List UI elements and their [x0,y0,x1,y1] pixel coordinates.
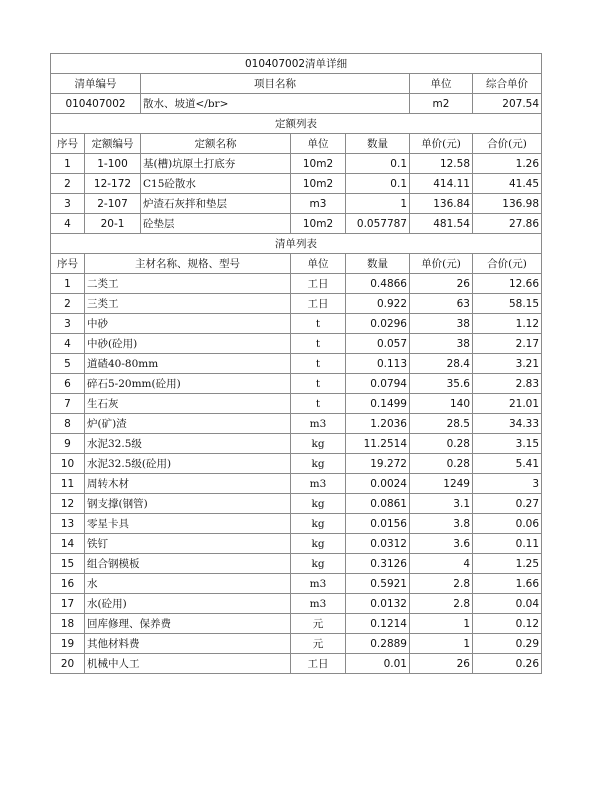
material-total: 3.21 [473,354,542,374]
material-price: 0.28 [410,454,473,474]
material-price: 3.1 [410,494,473,514]
bill-price: 207.54 [473,94,542,114]
quota-row [51,194,542,214]
material-price: 35.6 [410,374,473,394]
material-name: 钢支撑(钢管) [85,494,291,514]
material-name-header: 主材名称、规格、型号 [85,254,291,274]
material-section-title: 清单列表 [51,234,542,254]
material-row [51,394,542,414]
material-qty: 0.922 [346,294,410,314]
bill-header-row [51,74,542,94]
material-seq: 14 [51,534,85,554]
material-total: 12.66 [473,274,542,294]
material-seq: 4 [51,334,85,354]
material-name: 周转木材 [85,474,291,494]
material-qty: 0.0861 [346,494,410,514]
material-row [51,414,542,434]
material-name: 水泥32.5级(砼用) [85,454,291,474]
material-row [51,434,542,454]
quota-title-row [51,114,542,134]
quota-price: 12.58 [410,154,473,174]
material-seq: 1 [51,274,85,294]
material-row [51,654,542,674]
material-seq: 11 [51,474,85,494]
material-qty: 0.1214 [346,614,410,634]
material-unit: t [291,394,346,414]
material-unit: 工日 [291,294,346,314]
material-price: 2.8 [410,594,473,614]
material-price: 1249 [410,474,473,494]
material-seq: 3 [51,314,85,334]
quota-code-header: 定额编号 [85,134,141,154]
material-row [51,574,542,594]
material-unit: 元 [291,614,346,634]
material-total: 0.26 [473,654,542,674]
material-seq: 8 [51,414,85,434]
table-title: 010407002清单详细 [51,54,542,74]
material-unit: kg [291,534,346,554]
material-unit: t [291,314,346,334]
material-name: 炉(矿)渣 [85,414,291,434]
material-qty-header: 数量 [346,254,410,274]
bill-name: 散水、坡道</br> [141,94,410,114]
material-name: 中砂 [85,314,291,334]
quota-seq: 2 [51,174,85,194]
material-row [51,494,542,514]
material-row [51,274,542,294]
quota-code: 2-107 [85,194,141,214]
material-price: 28.4 [410,354,473,374]
quota-seq: 3 [51,194,85,214]
material-name: 水 [85,574,291,594]
material-row [51,614,542,634]
material-qty: 0.01 [346,654,410,674]
quota-price-header: 单价(元) [410,134,473,154]
material-qty: 0.0312 [346,534,410,554]
quota-unit-header: 单位 [291,134,346,154]
material-qty: 19.272 [346,454,410,474]
quota-price: 414.11 [410,174,473,194]
material-qty: 0.0024 [346,474,410,494]
material-total: 0.12 [473,614,542,634]
bill-code: 010407002 [51,94,141,114]
material-unit: 工日 [291,654,346,674]
material-seq: 20 [51,654,85,674]
material-total: 58.15 [473,294,542,314]
quota-total: 1.26 [473,154,542,174]
material-name: 水泥32.5级 [85,434,291,454]
material-qty: 0.057 [346,334,410,354]
material-price: 38 [410,334,473,354]
quota-price: 481.54 [410,214,473,234]
material-price: 63 [410,294,473,314]
material-total: 1.25 [473,554,542,574]
material-qty: 1.2036 [346,414,410,434]
material-name: 铁钉 [85,534,291,554]
quota-name-header: 定额名称 [141,134,291,154]
material-total: 0.27 [473,494,542,514]
material-unit: kg [291,554,346,574]
quota-unit: 10m2 [291,174,346,194]
quota-qty-header: 数量 [346,134,410,154]
quota-qty: 0.057787 [346,214,410,234]
bill-row [51,94,542,114]
material-total: 0.06 [473,514,542,534]
material-row [51,314,542,334]
material-total: 5.41 [473,454,542,474]
quota-unit: 10m2 [291,154,346,174]
quota-seq-header: 序号 [51,134,85,154]
material-name: 碎石5-20mm(砼用) [85,374,291,394]
material-total-header: 合价(元) [473,254,542,274]
material-price: 2.8 [410,574,473,594]
material-qty: 0.1499 [346,394,410,414]
material-seq: 15 [51,554,85,574]
material-unit-header: 单位 [291,254,346,274]
material-seq: 17 [51,594,85,614]
material-row [51,454,542,474]
material-total: 21.01 [473,394,542,414]
material-price: 1 [410,634,473,654]
material-seq-header: 序号 [51,254,85,274]
material-header-row [51,254,542,274]
quota-total: 27.86 [473,214,542,234]
material-total: 0.04 [473,594,542,614]
material-row [51,474,542,494]
material-row [51,594,542,614]
material-row [51,354,542,374]
material-unit: m3 [291,574,346,594]
material-total: 3 [473,474,542,494]
bill-unit: m2 [410,94,473,114]
material-name: 三类工 [85,294,291,314]
material-name: 回库修理、保养费 [85,614,291,634]
quota-qty: 0.1 [346,174,410,194]
quota-name: C15砼散水 [141,174,291,194]
material-name: 道碴40-80mm [85,354,291,374]
material-name: 零星卡具 [85,514,291,534]
material-qty: 0.4866 [346,274,410,294]
quota-qty: 1 [346,194,410,214]
material-unit: 工日 [291,274,346,294]
material-row [51,294,542,314]
material-total: 1.66 [473,574,542,594]
quota-row [51,154,542,174]
material-unit: kg [291,434,346,454]
material-total: 0.29 [473,634,542,654]
material-name: 生石灰 [85,394,291,414]
material-seq: 10 [51,454,85,474]
material-price: 4 [410,554,473,574]
material-seq: 16 [51,574,85,594]
quota-qty: 0.1 [346,154,410,174]
material-row [51,534,542,554]
material-name: 中砂(砼用) [85,334,291,354]
bill-name-header: 项目名称 [141,74,410,94]
quota-header-row [51,134,542,154]
material-price: 26 [410,654,473,674]
material-unit: kg [291,494,346,514]
quota-total: 136.98 [473,194,542,214]
quota-row [51,174,542,194]
material-unit: t [291,354,346,374]
material-price: 1 [410,614,473,634]
quota-total: 41.45 [473,174,542,194]
material-qty: 0.0132 [346,594,410,614]
quota-seq: 4 [51,214,85,234]
material-price: 0.28 [410,434,473,454]
bill-price-header: 综合单价 [473,74,542,94]
material-price: 140 [410,394,473,414]
material-name: 水(砼用) [85,594,291,614]
material-total: 0.11 [473,534,542,554]
material-seq: 12 [51,494,85,514]
material-qty: 0.2889 [346,634,410,654]
quota-total-header: 合价(元) [473,134,542,154]
quota-row [51,214,542,234]
material-total: 34.33 [473,414,542,434]
material-price: 26 [410,274,473,294]
material-seq: 18 [51,614,85,634]
material-unit: m3 [291,474,346,494]
title-row [51,54,542,74]
material-seq: 7 [51,394,85,414]
table-body [51,54,542,674]
material-name: 其他材料费 [85,634,291,654]
quota-name: 炉渣石灰拌和垫层 [141,194,291,214]
material-total: 1.12 [473,314,542,334]
material-qty: 0.0794 [346,374,410,394]
material-name: 二类工 [85,274,291,294]
material-seq: 13 [51,514,85,534]
material-qty: 0.113 [346,354,410,374]
material-unit: t [291,334,346,354]
material-row [51,514,542,534]
material-price: 3.6 [410,534,473,554]
material-seq: 19 [51,634,85,654]
quota-price: 136.84 [410,194,473,214]
bill-unit-header: 单位 [410,74,473,94]
material-name: 机械中人工 [85,654,291,674]
material-row [51,374,542,394]
material-title-row [51,234,542,254]
material-seq: 5 [51,354,85,374]
material-row [51,634,542,654]
material-total: 2.17 [473,334,542,354]
material-total: 2.83 [473,374,542,394]
material-unit: m3 [291,594,346,614]
material-total: 3.15 [473,434,542,454]
material-qty: 0.0296 [346,314,410,334]
quota-name: 基(槽)坑原土打底夯 [141,154,291,174]
material-price: 3.8 [410,514,473,534]
quota-code: 20-1 [85,214,141,234]
material-unit: kg [291,514,346,534]
material-qty: 0.0156 [346,514,410,534]
material-row [51,554,542,574]
material-seq: 9 [51,434,85,454]
material-price: 38 [410,314,473,334]
quota-unit: m3 [291,194,346,214]
material-row [51,334,542,354]
material-seq: 6 [51,374,85,394]
quota-code: 12-172 [85,174,141,194]
material-unit: kg [291,454,346,474]
material-unit: 元 [291,634,346,654]
material-qty: 0.3126 [346,554,410,574]
bill-code-header: 清单编号 [51,74,141,94]
quota-seq: 1 [51,154,85,174]
material-price: 28.5 [410,414,473,434]
quota-name: 砼垫层 [141,214,291,234]
quota-section-title: 定额列表 [51,114,542,134]
material-unit: t [291,374,346,394]
material-seq: 2 [51,294,85,314]
material-qty: 11.2514 [346,434,410,454]
bill-detail-table [50,53,542,674]
material-qty: 0.5921 [346,574,410,594]
material-name: 组合钢模板 [85,554,291,574]
material-price-header: 单价(元) [410,254,473,274]
quota-code: 1-100 [85,154,141,174]
quota-unit: 10m2 [291,214,346,234]
material-unit: m3 [291,414,346,434]
